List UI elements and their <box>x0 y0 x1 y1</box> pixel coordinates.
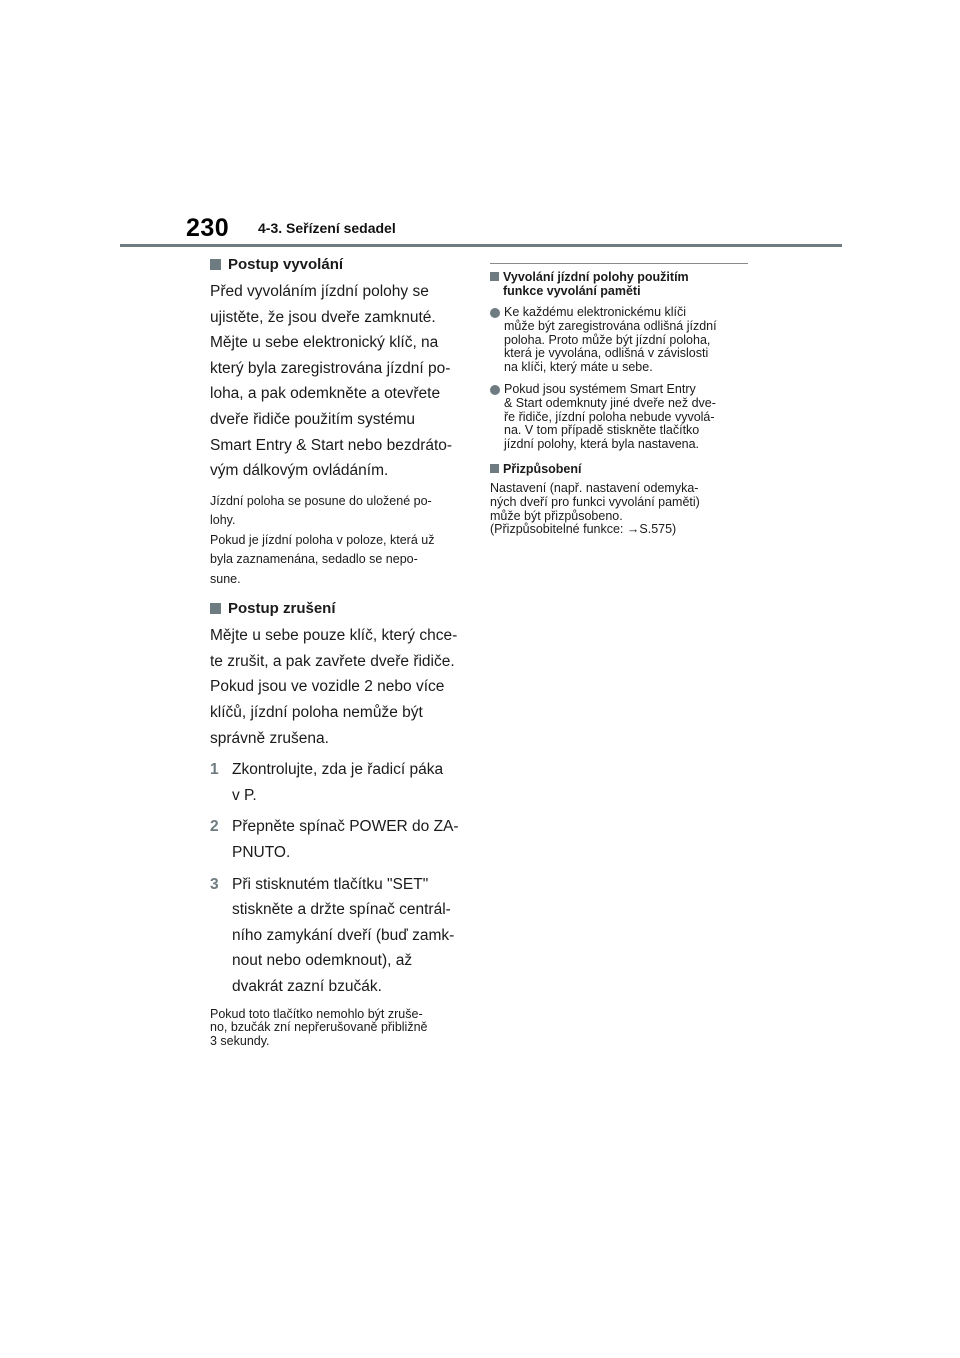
square-bullet-icon <box>210 259 221 270</box>
step-item <box>210 872 468 1000</box>
bullet-item <box>490 306 752 375</box>
bullet-item <box>490 383 752 452</box>
step-number: 2 <box>210 818 219 836</box>
custom-heading-text: Přizpůsobení <box>503 461 582 476</box>
step-text: Zkontrolujte, zda je řadicí páka v P. <box>232 761 444 804</box>
custom-body: Nastavení (např. nastavení odemyka- ných dveří pro funkci vyvolání paměti) může být přizpůsobeno. (Přizpůsobitelné funkce: →S.575) <box>490 480 700 537</box>
page-number: 230 <box>186 214 230 242</box>
right-column <box>490 262 752 537</box>
memory-heading-text: Vyvolání jízdní polohy použitím funkce vyvolání paměti <box>503 270 689 298</box>
bullet-text: Pokud jsou systémem Smart Entry & Start odemknuty jiné dveře než dve- ře řidiče, jízdní poloha nebude vyvolá- na. V tom případě stiskněte tlačítko jízdní polohy, která byla nastavena. <box>504 381 716 452</box>
cancel-heading <box>210 600 468 617</box>
section-title: 4-3. Seřízení sedadel <box>258 220 396 236</box>
bullet-text: Ke každému elektronickému klíči může být zaregistrována odlišná jízdní poloha. Proto může být jízdní poloha, která je vyvolána, odlišná v závislosti na klíči, který máte u sebe. <box>504 305 717 375</box>
cancel-note: Pokud toto tlačítko nemohlo být zruše- no, bzučák zní nepřerušovaně přibližně 3 sekundy. <box>210 1006 428 1048</box>
square-bullet-icon <box>490 272 499 281</box>
recall-heading-text: Postup vyvolání <box>228 256 344 273</box>
square-bullet-icon <box>210 603 221 614</box>
memory-heading <box>490 270 752 298</box>
step-text: Při stisknutém tlačítku "SET" stiskněte a držte spínač centrál- ního zamykání dveří (buď zamk- nout nebo odemknout), až dvakrát zazní bzučák. <box>232 875 455 995</box>
circle-bullet-icon <box>490 308 500 318</box>
recall-heading <box>210 256 468 273</box>
left-column <box>210 256 468 1048</box>
step-number: 3 <box>210 875 219 893</box>
step-number: 1 <box>210 761 219 779</box>
header-rule <box>120 244 842 247</box>
circle-bullet-icon <box>490 385 500 395</box>
cancel-body: Mějte u sebe pouze klíč, který chce- te zrušit, a pak zavřete dveře řidiče. Pokud jsou ve vozidle 2 nebo více klíčů, jízdní poloha nemůže být správně zrušena. <box>210 627 458 747</box>
cancel-heading-text: Postup zrušení <box>228 600 336 618</box>
recall-body: Před vyvoláním jízdní polohy se ujistěte, že jsou dveře zamknuté. Mějte u sebe elektronický klíč, na který byla zaregistrována jízdní po- loha, a pak odemkněte a otevřete dveře řidiče použitím systému Smart Entry & Start nebo bezdráto- vým dálkovým ovládáním. <box>210 283 453 480</box>
square-bullet-icon <box>490 464 499 473</box>
custom-heading <box>490 462 752 476</box>
recall-note: Jízdní poloha se posune do uložené po- lohy. Pokud je jízdní poloha v poloze, která už byla zaznamenána, sedadlo se nepo- sune. <box>210 493 435 586</box>
step-item <box>210 757 468 808</box>
step-text: Přepněte spínač POWER do ZA- PNUTO. <box>232 818 459 861</box>
step-item <box>210 814 468 865</box>
